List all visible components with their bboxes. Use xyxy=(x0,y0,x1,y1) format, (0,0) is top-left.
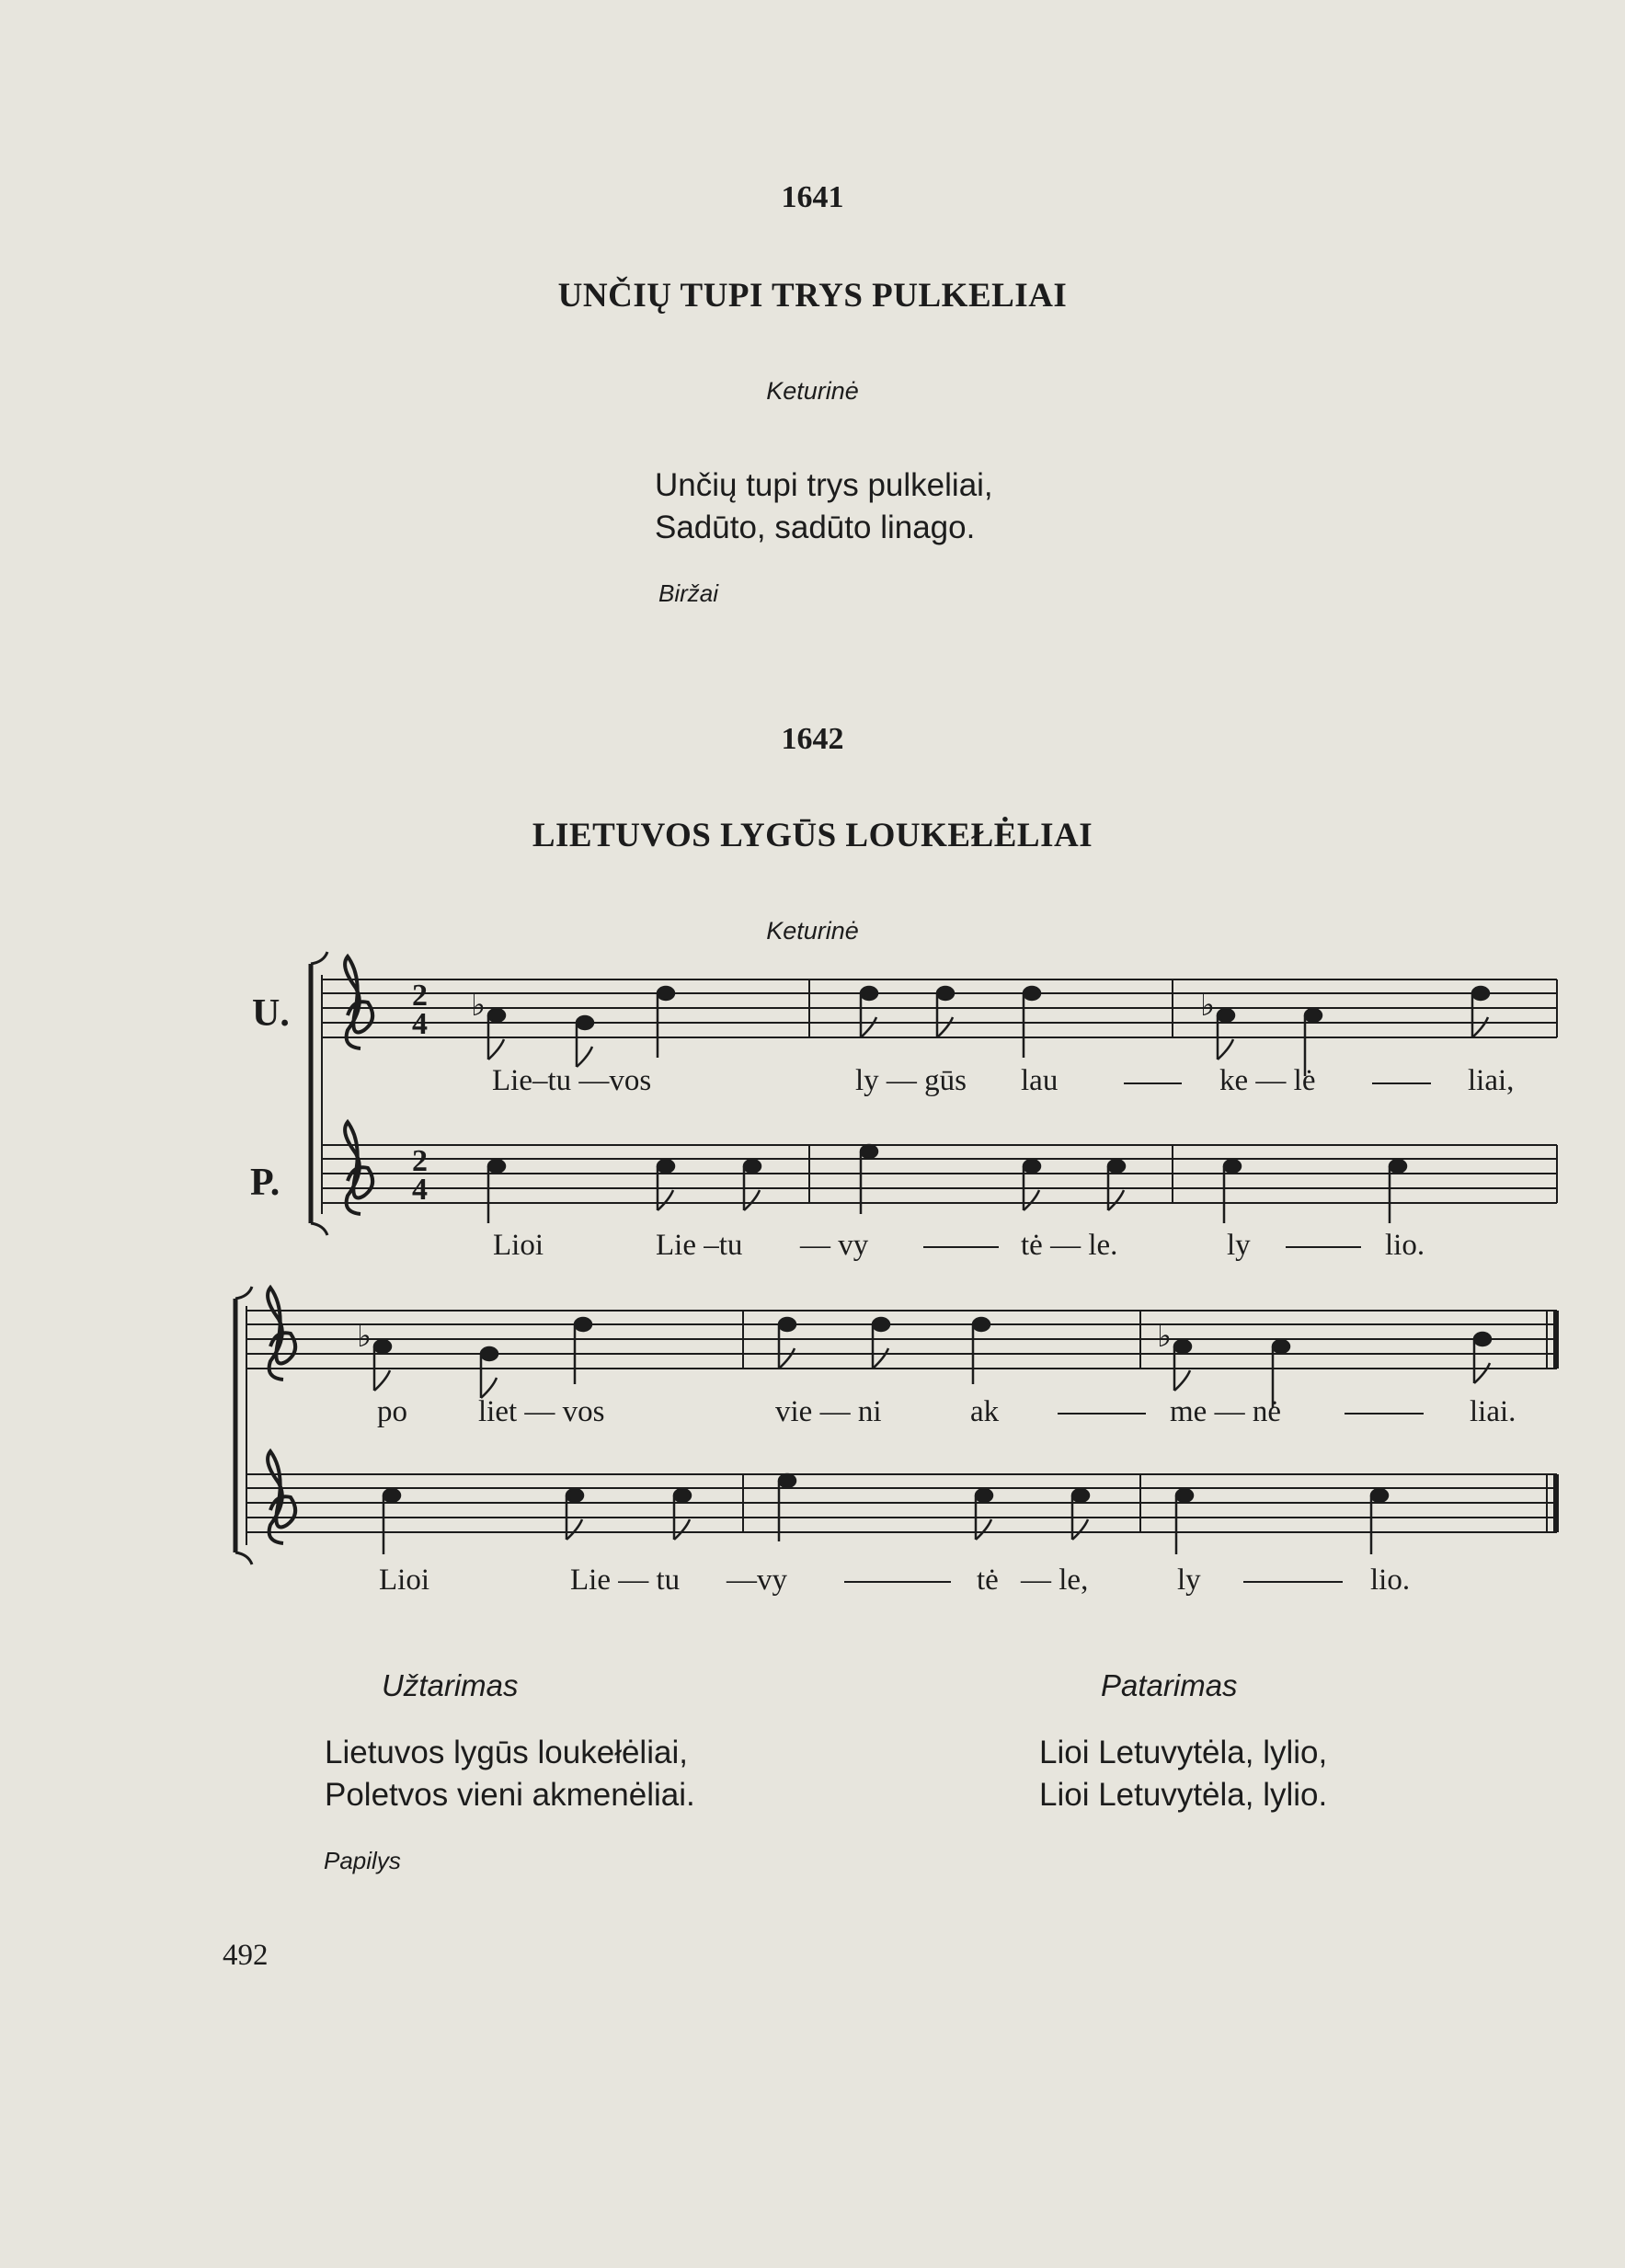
note xyxy=(577,1016,593,1029)
note xyxy=(481,1347,498,1360)
treble-clef-icon xyxy=(268,1288,295,1380)
flat-sign: ♭ xyxy=(1157,1320,1173,1354)
lyric-syllables: Lie –tu xyxy=(656,1229,743,1262)
note xyxy=(1024,1160,1040,1173)
treble-clef-icon xyxy=(345,956,372,1048)
verse-line: Sadūto, sadūto linago. xyxy=(655,510,976,545)
time-signature-top: 2 xyxy=(412,979,428,1013)
note xyxy=(1072,1489,1089,1502)
note xyxy=(873,1318,889,1331)
flat-sign: ♭ xyxy=(471,989,486,1023)
note xyxy=(861,987,877,1000)
note xyxy=(1305,1009,1322,1022)
refrain-left-heading: Užtarimas xyxy=(382,1668,519,1702)
system2-upper-notes xyxy=(357,1318,1491,1407)
note xyxy=(1474,1333,1491,1346)
lyric-syllables: po xyxy=(377,1395,407,1428)
system1-lower-staff xyxy=(322,1145,1557,1203)
lyric-syllables: ly xyxy=(1177,1564,1201,1597)
lyric-syllables: Lie–tu —vos xyxy=(492,1064,652,1097)
note xyxy=(1371,1489,1388,1502)
note xyxy=(488,1009,505,1022)
song-number-1641: 1641 xyxy=(781,180,844,214)
voice-label-upper: U. xyxy=(252,992,290,1035)
voice-label-lower: P. xyxy=(250,1162,280,1204)
lyric-syllables: Lioi xyxy=(493,1229,544,1262)
time-signature-bottom: 4 xyxy=(412,1007,428,1041)
song-genre-1642: Keturinė xyxy=(766,917,859,945)
verse-line: Lioi Letuvytėla, lylio. xyxy=(1039,1777,1328,1813)
time-signature-top: 2 xyxy=(412,1144,428,1178)
treble-clef-icon xyxy=(345,1122,372,1214)
system1-bracket xyxy=(311,952,327,1235)
lyric-syllables: tė — le. xyxy=(1021,1229,1118,1262)
lyric-syllables: ak xyxy=(970,1395,1000,1428)
note xyxy=(937,987,954,1000)
system1-upper-notes xyxy=(471,987,1489,1076)
note xyxy=(658,1160,674,1173)
place-1642: Papilys xyxy=(324,1847,401,1874)
note xyxy=(1174,1340,1191,1353)
note xyxy=(488,1160,505,1173)
note xyxy=(744,1160,761,1173)
lyric-syllables: lio. xyxy=(1385,1229,1425,1262)
note xyxy=(976,1489,992,1502)
page-number: 492 xyxy=(223,1939,269,1972)
refrain-right-heading: Patarimas xyxy=(1101,1668,1238,1702)
note xyxy=(779,1474,795,1487)
verse-line: Lietuvos lygūs loukełėliai, xyxy=(325,1735,688,1770)
lyric-syllables: liai. xyxy=(1470,1395,1516,1428)
note xyxy=(374,1340,391,1353)
refrain-right-text xyxy=(1039,1732,1327,1816)
system1-lower-notes xyxy=(488,1145,1406,1223)
time-signatures xyxy=(412,979,428,1207)
note xyxy=(575,1318,591,1331)
lyric-syllables: ke — lė xyxy=(1219,1064,1316,1097)
verse-line: Unčių tupi trys pulkeliai, xyxy=(655,467,993,503)
lyric-syllables: Lie — tu xyxy=(570,1564,681,1597)
refrain-left-text xyxy=(325,1732,695,1816)
note xyxy=(658,987,674,1000)
time-signature-bottom: 4 xyxy=(412,1173,428,1207)
verse-line: Lioi Letuvytėla, lylio, xyxy=(1039,1735,1328,1770)
place-1641: Biržai xyxy=(658,579,719,607)
lyric-syllables: liet — vos xyxy=(478,1395,605,1428)
note xyxy=(1273,1340,1289,1353)
flat-sign: ♭ xyxy=(1200,989,1216,1023)
flat-sign: ♭ xyxy=(357,1320,372,1354)
song-title-1641: UNČIŲ TUPI TRYS PULKELIAI xyxy=(557,277,1068,315)
lyric-syllables: ly xyxy=(1227,1229,1251,1262)
note xyxy=(566,1489,583,1502)
system2-lower-notes xyxy=(383,1474,1388,1554)
note xyxy=(973,1318,990,1331)
lyric-syllables: lio. xyxy=(1370,1564,1411,1597)
note xyxy=(1224,1160,1241,1173)
song-number-1642: 1642 xyxy=(781,722,844,756)
lyric-syllables: vie — ni xyxy=(775,1395,882,1428)
treble-clefs xyxy=(268,956,372,1543)
note xyxy=(383,1489,400,1502)
treble-clef-icon xyxy=(268,1451,295,1543)
lyric-syllables: — vy xyxy=(800,1229,869,1262)
lyric-syllables: —vy xyxy=(727,1564,787,1597)
lyric-syllables: — le, xyxy=(1021,1564,1089,1597)
lyric-syllables: liai, xyxy=(1468,1064,1515,1097)
note xyxy=(1176,1489,1193,1502)
note xyxy=(1108,1160,1125,1173)
song-genre-1641: Keturinė xyxy=(766,377,859,405)
lyric-syllables: Lioi xyxy=(379,1564,429,1597)
verse-line: Poletvos vieni akmenėliai. xyxy=(325,1777,695,1813)
note xyxy=(1472,987,1489,1000)
lyric-syllables: lau xyxy=(1021,1064,1059,1097)
note xyxy=(779,1318,795,1331)
note xyxy=(1024,987,1040,1000)
note xyxy=(1218,1009,1234,1022)
system2-lower-staff xyxy=(246,1474,1557,1532)
system2-bracket xyxy=(235,1287,252,1564)
lyric-syllables: ly — gūs xyxy=(855,1064,967,1097)
lyric-syllables: me — nė xyxy=(1170,1395,1281,1428)
song-title-1642: LIETUVOS LYGŪS LOUKEŁĖLIAI xyxy=(532,817,1093,854)
lyric-syllables: tė xyxy=(977,1564,999,1597)
note xyxy=(861,1145,877,1158)
note xyxy=(1390,1160,1406,1173)
note xyxy=(674,1489,691,1502)
system2-upper-staff xyxy=(246,1311,1557,1369)
